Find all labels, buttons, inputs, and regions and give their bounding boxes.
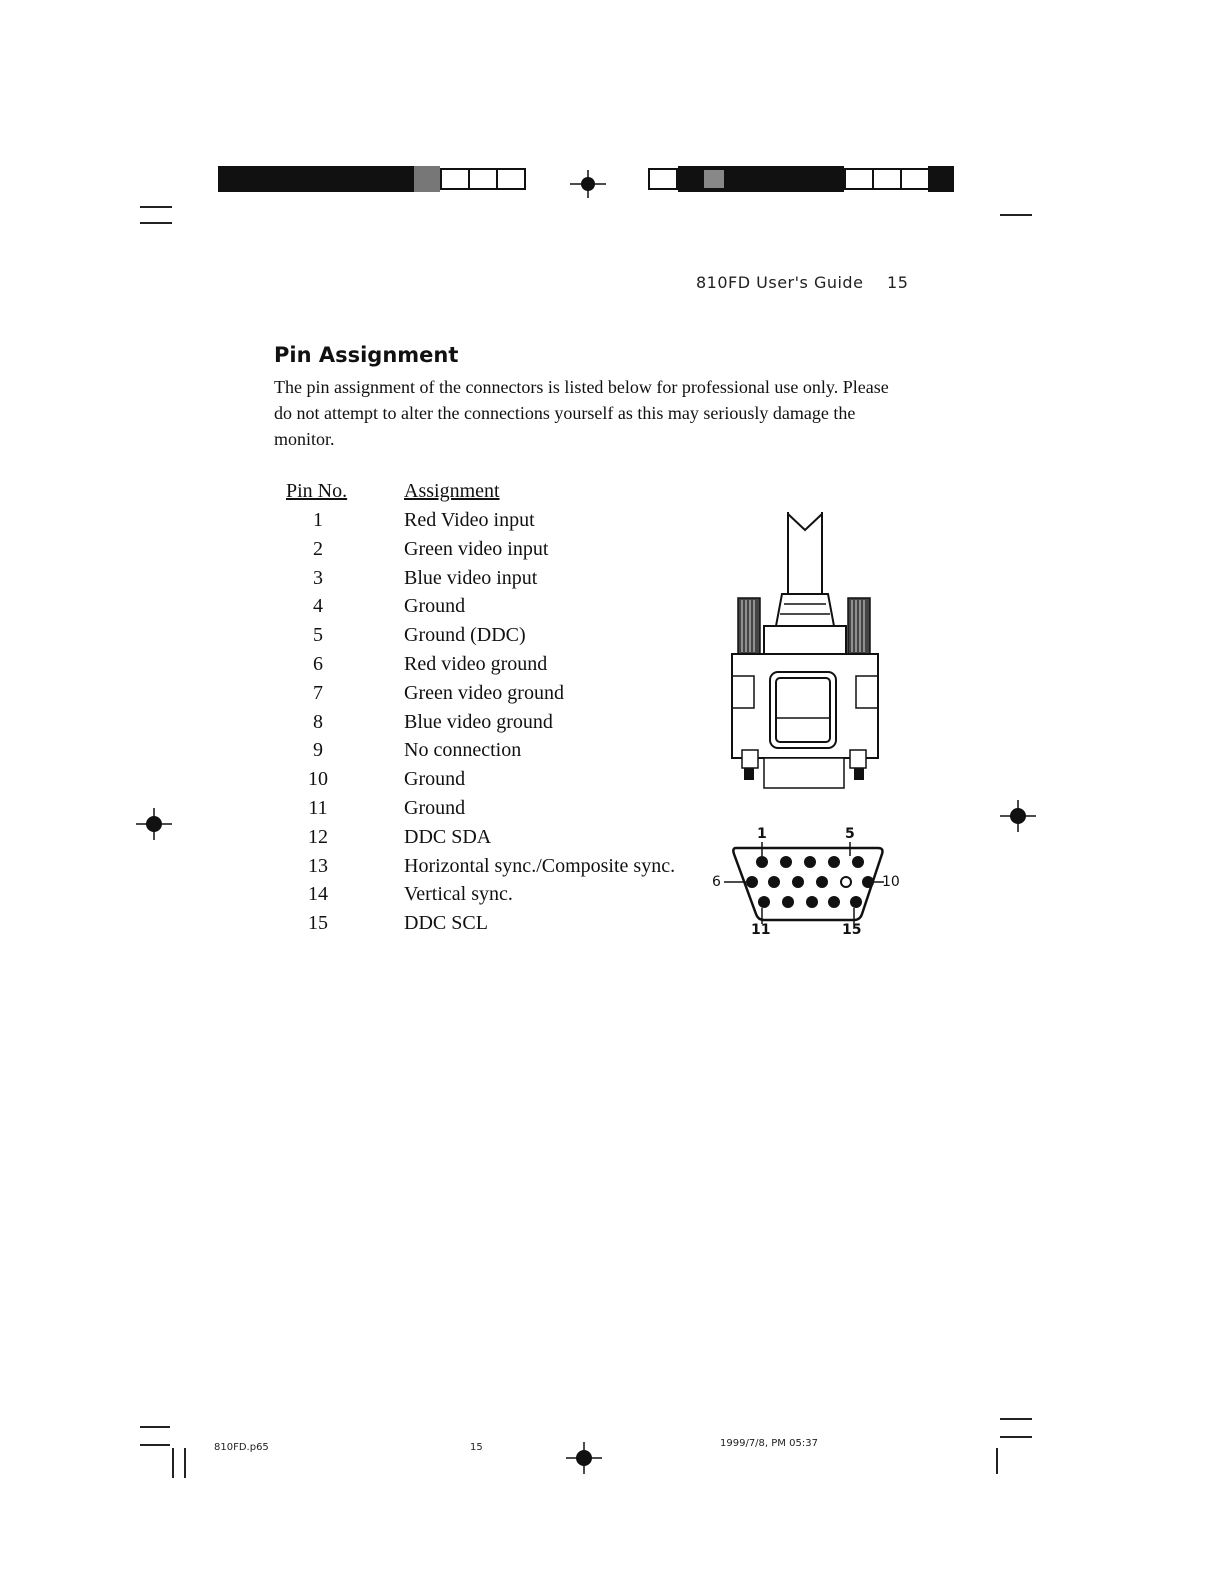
registration-box: [900, 168, 930, 190]
header-page-number: 15: [887, 273, 909, 292]
registration-box: [468, 168, 498, 190]
section-intro: The pin assignment of the connectors is listed below for professional use only. Please do not attempt to alter the connections yourself as this may seriously damage the monitor.: [274, 377, 889, 449]
pin-number-cell: 1: [313, 509, 323, 531]
pin-label-1: 1: [757, 826, 767, 842]
pin-number-cell: 4: [313, 595, 323, 617]
registration-box: [648, 168, 678, 190]
pin-number-cell: 9: [313, 739, 323, 761]
pin-number-cell: 12: [308, 826, 328, 848]
pin-assignment-cell: Blue video input: [404, 567, 538, 589]
pin-number-cell: 14: [308, 883, 328, 905]
registration-target-icon: [566, 1442, 602, 1474]
pin-assignment-cell: Red video ground: [404, 653, 548, 675]
pin-label-5: 5: [845, 826, 855, 842]
footer-filename: 810FD.p65: [214, 1442, 269, 1453]
registration-box: [872, 168, 902, 190]
registration-box: [440, 168, 470, 190]
crop-mark: [172, 1448, 174, 1478]
pin-label-10: 10: [882, 874, 900, 890]
pin-assignment-cell: Vertical sync.: [404, 883, 513, 905]
registration-target-icon: [1000, 800, 1036, 832]
registration-bar-end: [928, 166, 954, 192]
column-header-pin: Pin No.: [286, 480, 348, 502]
crop-mark: [140, 1444, 170, 1446]
pin-assignment-cell: DDC SDA: [404, 826, 492, 848]
pin-number-cell: 6: [313, 653, 323, 675]
crop-mark: [1000, 1436, 1032, 1438]
pin-number-cell: 2: [313, 538, 323, 560]
column-header-assignment: Assignment: [404, 480, 500, 502]
crop-mark: [184, 1448, 186, 1478]
vga-connector-illustration: [726, 508, 886, 792]
pin-assignment-cell: Ground: [404, 768, 466, 790]
registration-box: [496, 168, 526, 190]
pinout-diagram: [706, 822, 902, 944]
guide-title: 810FD User's Guide: [696, 273, 864, 292]
pin-number-cell: 15: [308, 912, 328, 934]
pin-assignment-cell: Ground: [404, 797, 466, 819]
section-title: Pin Assignment: [274, 343, 459, 367]
registration-bar-right: [678, 166, 844, 192]
footer-timestamp: 1999/7/8, PM 05:37: [720, 1438, 818, 1449]
pin-assignment-cell: No connection: [404, 739, 522, 761]
crop-mark: [1000, 1418, 1032, 1420]
pin-label-11: 11: [751, 922, 771, 938]
pin-number-cell: 5: [313, 624, 323, 646]
registration-box: [844, 168, 874, 190]
pin-number-cell: 7: [313, 682, 323, 704]
crop-mark: [996, 1448, 998, 1474]
pin-assignment-cell: Green video input: [404, 538, 549, 560]
pin-assignment-cell: Ground (DDC): [404, 624, 526, 646]
crop-mark: [1000, 214, 1032, 216]
pin-label-15: 15: [842, 922, 862, 938]
pin-number-cell: 10: [308, 768, 328, 790]
registration-target-icon: [570, 170, 606, 198]
registration-gray-square-right: [704, 170, 724, 188]
pin-assignment-cell: DDC SCL: [404, 912, 488, 934]
pin-assignment-cell: Blue video ground: [404, 711, 553, 733]
footer-page: 15: [470, 1442, 483, 1453]
crop-mark: [140, 1426, 170, 1428]
pin-assignment-cell: Horizontal sync./Composite sync.: [404, 855, 676, 877]
pin-assignment-cell: Green video ground: [404, 682, 564, 704]
registration-gray-square-left: [414, 166, 440, 192]
running-header: [696, 273, 908, 292]
crop-mark: [140, 222, 172, 224]
registration-target-icon: [136, 808, 172, 840]
pin-assignment-cell: Ground: [404, 595, 466, 617]
pin-number-cell: 11: [308, 797, 328, 819]
pin-label-6: 6: [712, 874, 721, 890]
registration-bar-left: [218, 166, 414, 192]
pin-number-cell: 13: [308, 855, 328, 877]
pin-number-cell: 3: [313, 567, 323, 589]
crop-mark: [140, 206, 172, 208]
pin-assignment-cell: Red Video input: [404, 509, 535, 531]
pin-number-cell: 8: [313, 711, 323, 733]
